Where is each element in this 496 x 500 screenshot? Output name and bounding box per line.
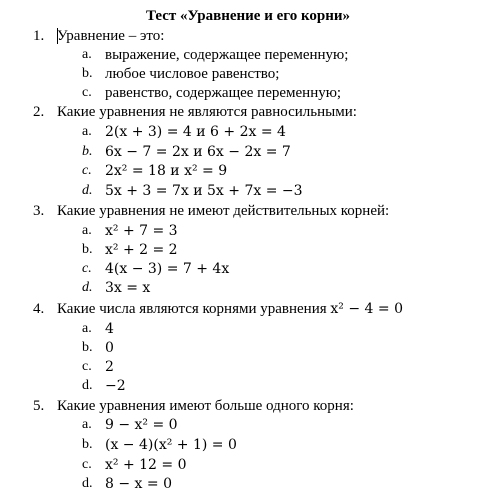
option-equation: 6x − 7 = 2x и 6x − 2x = 7 (105, 144, 291, 160)
question-text: Какие уравнения не имеют действительных корней: (57, 203, 390, 219)
option-letter: b. (82, 66, 93, 81)
option-text: выражение, содержащее переменную; (105, 47, 349, 63)
option-letter: c. (82, 261, 92, 276)
question-text: Какие уравнения имеют больше одного корня: (57, 398, 354, 414)
option-letter: c. (82, 359, 92, 374)
question-text: Какие уравнения не являются равносильными: (57, 104, 357, 120)
question-number: 3. (33, 203, 45, 219)
answer-option[interactable] (0, 436, 496, 456)
question-number: 4. (33, 301, 45, 317)
option-letter: b. (82, 144, 93, 159)
option-letter: d. (82, 280, 93, 295)
option-letter: d. (82, 378, 93, 393)
option-letter: c. (82, 163, 92, 178)
option-letter: a. (82, 47, 92, 62)
option-letter: c. (82, 457, 92, 472)
answer-option[interactable] (0, 46, 496, 66)
answer-option[interactable] (0, 279, 496, 299)
answer-option[interactable] (0, 475, 496, 495)
option-equation: 3x = x (105, 280, 151, 296)
answer-option[interactable] (0, 377, 496, 397)
answer-option[interactable] (0, 84, 496, 104)
answer-option[interactable] (0, 182, 496, 202)
option-value: 2 (105, 359, 114, 375)
option-text: любое числовое равенство; (105, 66, 280, 82)
option-equation: 5x + 3 = 7x и 5x + 7x = −3 (105, 183, 303, 199)
answer-option[interactable] (0, 143, 496, 163)
answer-option[interactable] (0, 65, 496, 85)
option-value: 4 (105, 321, 114, 337)
question-number: 2. (33, 104, 45, 120)
answer-option[interactable] (0, 260, 496, 280)
question-number: 5. (33, 398, 45, 414)
option-equation: 2(x + 3) = 4 и 6 + 2x = 4 (105, 124, 286, 140)
document-title: Тест «Уравнение и его корни» (145, 8, 351, 24)
option-text: равенство, содержащее переменную; (105, 85, 342, 101)
option-value: −2 (105, 378, 126, 394)
option-value: 0 (105, 340, 114, 356)
option-letter: d. (82, 476, 93, 491)
option-equation: 8 − x = 0 (105, 476, 172, 492)
answer-option[interactable] (0, 222, 496, 242)
option-equation: 4(x − 3) = 7 + 4x (105, 261, 230, 277)
question-equation: x² − 4 = 0 (330, 301, 403, 317)
question-text-line (57, 300, 403, 318)
option-letter: b. (82, 437, 93, 452)
option-equation: 2x² = 18 и x² = 9 (105, 163, 228, 179)
answer-option[interactable] (0, 456, 496, 476)
option-letter: c. (82, 85, 92, 100)
option-letter: a. (82, 223, 92, 238)
question-text: Уравнение – это: (57, 28, 165, 44)
answer-option[interactable] (0, 339, 496, 359)
question-number: 1. (33, 28, 45, 44)
answer-option[interactable] (0, 358, 496, 378)
answer-option[interactable] (0, 162, 496, 182)
answer-option[interactable] (0, 320, 496, 340)
answer-option[interactable] (0, 123, 496, 143)
answer-option[interactable] (0, 416, 496, 436)
option-equation: x² + 12 = 0 (105, 457, 187, 473)
question-text: Какие числа являются корнями уравнения (57, 301, 327, 317)
option-letter: b. (82, 340, 93, 355)
option-letter: d. (82, 183, 93, 198)
option-equation: x² + 2 = 2 (105, 242, 178, 258)
option-equation: (x − 4)(x² + 1) = 0 (105, 437, 237, 453)
option-letter: a. (82, 417, 92, 432)
option-equation: x² + 7 = 3 (105, 223, 178, 239)
option-letter: b. (82, 242, 93, 257)
option-letter: a. (82, 321, 92, 336)
option-letter: a. (82, 124, 92, 139)
answer-option[interactable] (0, 241, 496, 261)
option-equation: 9 − x² = 0 (105, 417, 178, 433)
